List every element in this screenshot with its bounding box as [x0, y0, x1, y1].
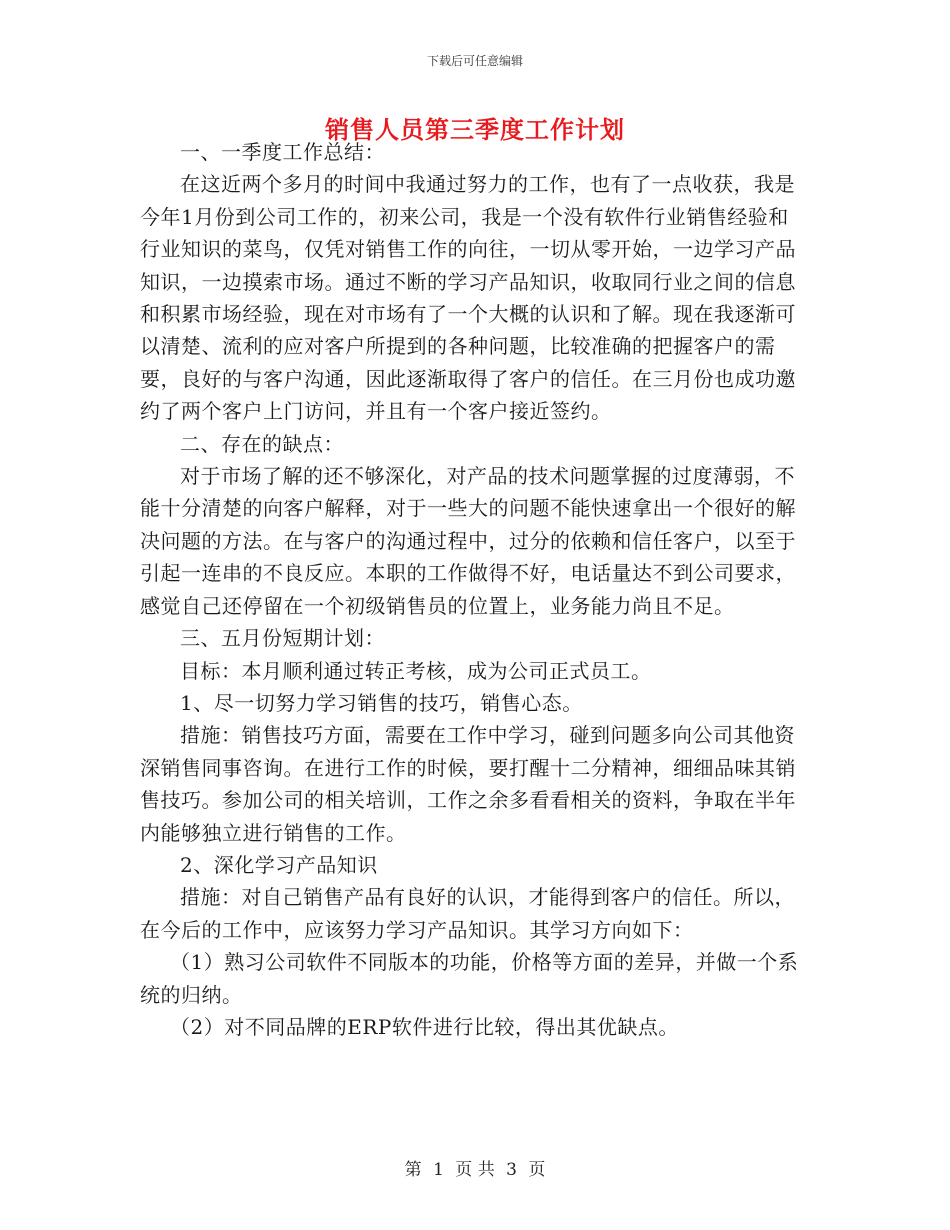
- paragraph: 对于市场了解的还不够深化，对产品的技术问题掌握的过度薄弱，不能十分清楚的向客户解释，对于一些大的问题不能快速拿出一个很好的解决问题的方法。在与客户的沟通过程中，过分的依赖和信任客户，以至于引起一连串的不良反应。本职的工作做得不好，电话量达不到公司要求，感觉自己还停留在一个初级销售员的位置上，业务能力尚且不足。: [140, 464, 796, 618]
- section-heading: 一、一季度工作总结：: [180, 140, 385, 164]
- page-footer: [0, 1155, 950, 1180]
- list-item: （2）对不同品牌的ERP软件进行比较，得出其优缺点。: [170, 1014, 679, 1039]
- paragraph: 2、深化学习产品知识: [180, 852, 378, 877]
- paragraph: 措施：对自己销售产品有良好的认识，才能得到客户的信任。所以，在今后的工作中，应该努力学习产品知识。其学习方向如下：: [140, 885, 795, 942]
- paragraph: 1、尽一切努力学习销售的技巧，销售心态。: [180, 690, 583, 715]
- footer-prefix: 第: [404, 1160, 422, 1180]
- list-item: （1）熟习公司软件不同版本的功能，价格等方面的差异，并做一个系统的归纳。: [140, 950, 799, 1007]
- section-heading: 二、存在的缺点：: [180, 431, 344, 456]
- page-number: 1: [433, 1160, 444, 1180]
- section-heading: 三、五月份短期计划：: [180, 626, 385, 651]
- page-total: 3: [506, 1160, 517, 1180]
- paragraph: 措施：销售技巧方面，需要在工作中学习，碰到问题多向公司其他资深销售同事咨询。在进行工作的时候，要打醒十二分精神，细细品味其销售技巧。参加公司的相关培训，工作之余多看看相关的资料，争取在半年内能够独立进行销售的工作。: [140, 723, 796, 845]
- document-body: [140, 136, 800, 1043]
- footer-suffix: 页: [528, 1160, 546, 1180]
- document-title: 销售人员第三季度工作计划: [325, 115, 625, 144]
- paragraph: 在这近两个多月的时间中我通过努力的工作，也有了一点收获，我是今年1月份到公司工作的，初来公司，我是一个没有软件行业销售经验和行业知识的菜鸟，仅凭对销售工作的向往，一切从零开始，一边学习产品知识，一边摸索市场。通过不断的学习产品知识，收取同行业之间的信息和积累市场经验，现在对市场有了一个大概的认识和了解。现在我逐渐可以清楚、流利的应对客户所提到的各种问题，比较准确的把握客户的需要，良好的与客户沟通，因此逐渐取得了客户的信任。在三月份也成功邀约了两个客户上门访问，并且有一个客户接近签约。: [140, 172, 796, 424]
- footer-middle: 页 共: [455, 1160, 495, 1180]
- paragraph: 目标：本月顺利通过转正考核，成为公司正式员工。: [180, 658, 652, 683]
- header-note: 下载后可任意编辑: [426, 54, 523, 68]
